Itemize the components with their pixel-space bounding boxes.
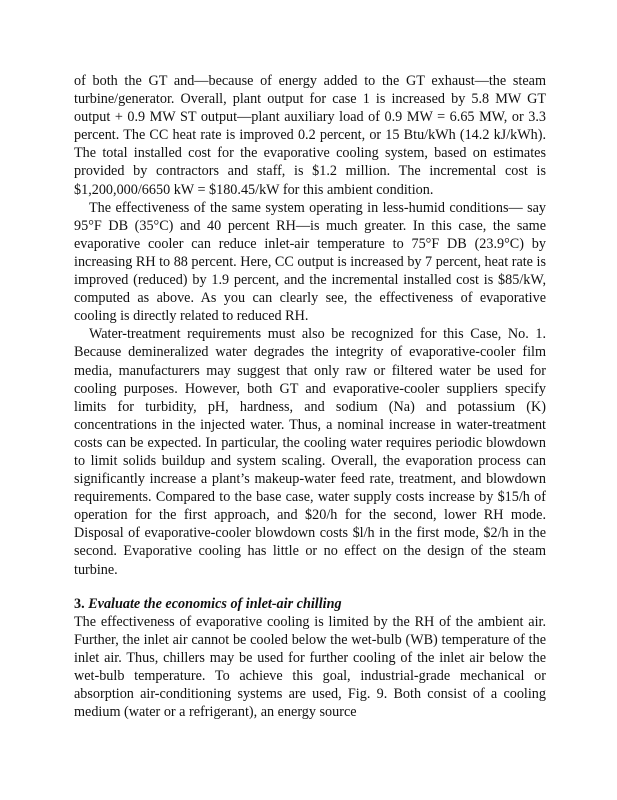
section-heading — [74, 595, 546, 613]
paragraph-continuation: of both the GT and—because of energy added to the GT exhaust—the steam turbine/generator. Overall, plant output for case 1 is increased by 5.8 MW GT output + 0.9 MW ST output—plant auxiliary load of 0.9 MW = 6.65 MW, or 3.3 percent. The CC heat rate is improved 0.2 percent, or 15 Btu/kWh (14.2 kJ/kWh). The total installed cost for the evaporative cooling system, based on estimates provided by contractors and staff, is $1.2 million. The incremental cost is $1,200,000/6650 kW = $180.45/kW for this ambient condition. — [74, 73, 546, 198]
document-page — [74, 72, 546, 721]
paragraph-humidity-effectiveness: The effectiveness of the same system operating in less-humid conditions— say 95°F DB (35°C) and 40 percent RH—is much greater. In this case, the same evaporative cooler can reduce inlet-air temperature to 75°F DB (23.9°C) by increasing RH to 88 percent. Here, CC output is increased by 7 percent, heat rate is improved (reduced) by 1.9 percent, and the incremental installed cost is $85/kW, computed as above. As you can clearly see, the effectiveness of evaporative cooling is directly related to reduced RH. — [74, 199, 546, 325]
paragraph-inlet-air-chilling: The effectiveness of evaporative cooling is limited by the RH of the ambient air. Further, the inlet air cannot be cooled below the wet-bulb (WB) temperature of the inlet air. Thus, chillers may be used for further cooling of the inlet air below the wet-bulb temperature. To achieve this goal, industrial-grade mechanical or absorption air-conditioning systems are used, Fig. 9. Both consist of a cooling medium (water or a refrigerant), an energy source — [74, 613, 546, 721]
section-title: Evaluate the economics of inlet-air chilling — [88, 595, 342, 612]
paragraph-water-treatment: Water-treatment requirements must also be recognized for this Case, No. 1. Because demineralized water degrades the integrity of evaporative-cooler film media, manufacturers may suggest that only raw or filtered water be used for cooling purposes. However, both GT and evaporative-cooler suppliers specify limits for turbidity, pH, hardness, and sodium (Na) and potassium (K) concentrations in the injected water. Thus, a nominal increase in water-treatment costs can be expected. In particular, the cooling water requires periodic blowdown to limit solids buildup and system scaling. Overall, the evaporation process can significantly increase a plant’s makeup-water feed rate, treatment, and blowdown requirements. Compared to the base case, water supply costs increase by $15/h of operation for the first approach, and $20/h for the second, lower RH mode. Disposal of evaporative-cooler blowdown costs $l/h in the first mode, $2/h in the second. Evaporative cooling has little or no effect on the design of the steam turbine. — [74, 326, 546, 578]
section-number: 3. — [74, 595, 85, 612]
